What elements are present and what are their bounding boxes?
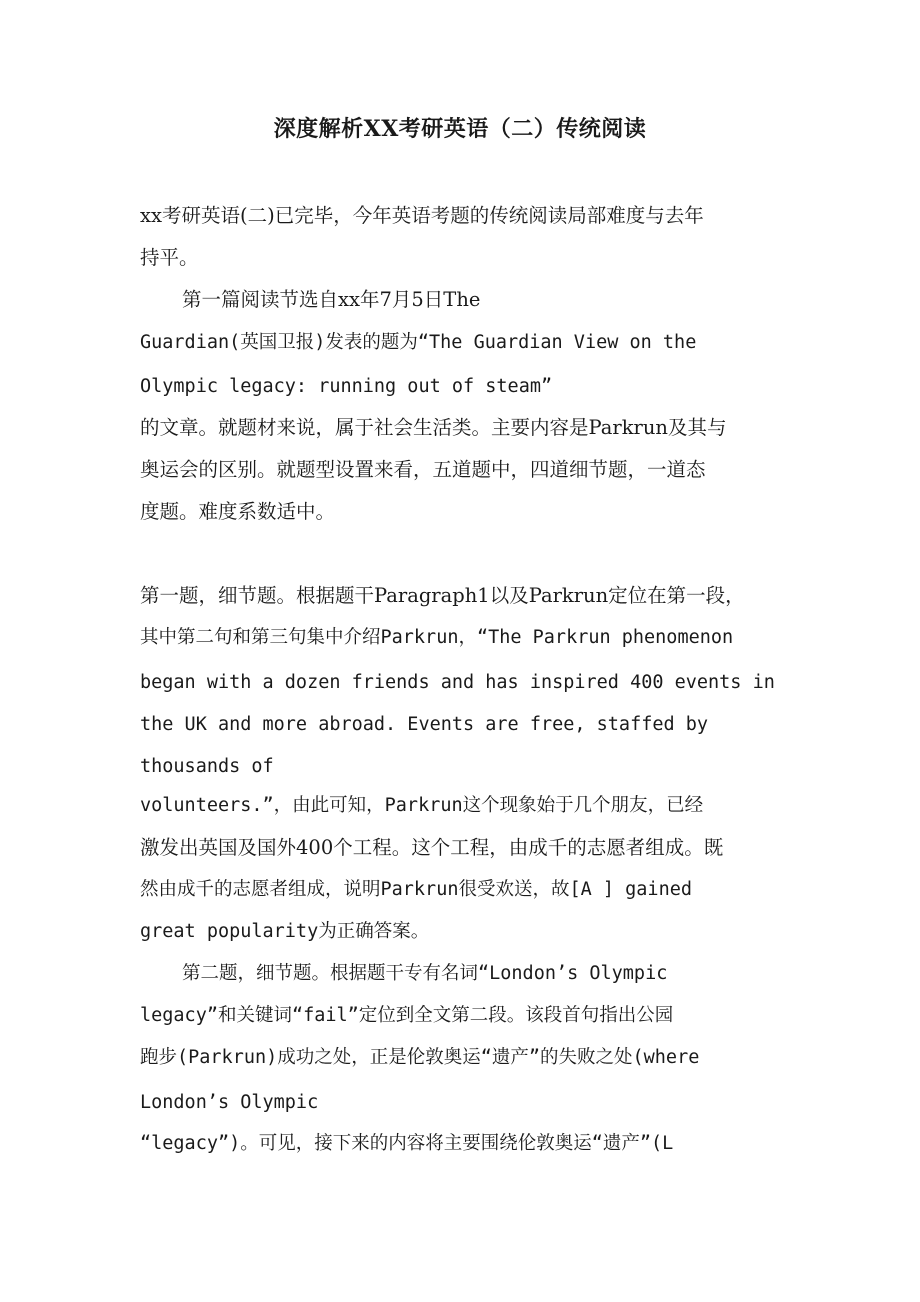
paragraph-line: great popularity为正确答案。 — [140, 921, 430, 942]
paragraph-line: 跑步(Parkrun)成功之处，正是伦敦奥运“遗产”的失败之处(where — [140, 1047, 700, 1068]
page-title: 深度解析XX考研英语（二）传统阅读 — [273, 116, 647, 142]
paragraph-line: London’s Olympic — [140, 1092, 319, 1113]
paragraph-line: the UK and more abroad. Events are free, staffed by — [140, 714, 709, 735]
paragraph-line: 持平。 — [140, 246, 199, 269]
paragraph-line: 激发出英国及国外400个工程。这个工程，由成千的志愿者组成。既 — [140, 836, 724, 859]
paragraph-line: volunteers.”，由此可知，Parkrun这个现象始于几个朋友，已经 — [140, 795, 704, 816]
paragraph-line: 度题。难度系数适中。 — [140, 500, 336, 523]
paragraph-line: 的文章。就题材来说，属于社会生活类。主要内容是Parkrun及其与 — [140, 416, 727, 439]
paragraph-line: “legacy”)。可见，接下来的内容将主要围绕伦敦奥运“遗产”(L — [140, 1133, 674, 1154]
paragraph-line: 第二题，细节题。根据题干专有名词“London’s Olympic — [182, 963, 668, 984]
paragraph-line: thousands of — [140, 756, 274, 777]
paragraph-line: legacy”和关键词“fail”定位到全文第二段。该段首句指出公园 — [140, 1005, 674, 1026]
paragraph-line: 第一篇阅读节选自xx年7月5日The — [182, 288, 481, 311]
paragraph-line: 其中第二句和第三句集中介绍Parkrun，“The Parkrun phenomenon — [140, 627, 734, 648]
paragraph-line: 第一题，细节题。根据题干Paragraph1以及Parkrun定位在第一段， — [140, 584, 745, 607]
paragraph-line: 然由成千的志愿者组成，说明Parkrun很受欢送，故[A ] gained — [140, 879, 692, 900]
paragraph-line: Olympic legacy: running out of steam” — [140, 376, 553, 397]
paragraph-line: began with a dozen friends and has inspired 400 events in — [140, 672, 775, 693]
paragraph-line: Guardian(英国卫报)发表的题为“The Guardian View on the — [140, 332, 697, 353]
paragraph-line: xx考研英语(二)已完毕，今年英语考题的传统阅读局部难度与去年 — [140, 204, 704, 227]
paragraph-line: 奥运会的区别。就题型设置来看，五道题中，四道细节题，一道态 — [140, 458, 706, 481]
